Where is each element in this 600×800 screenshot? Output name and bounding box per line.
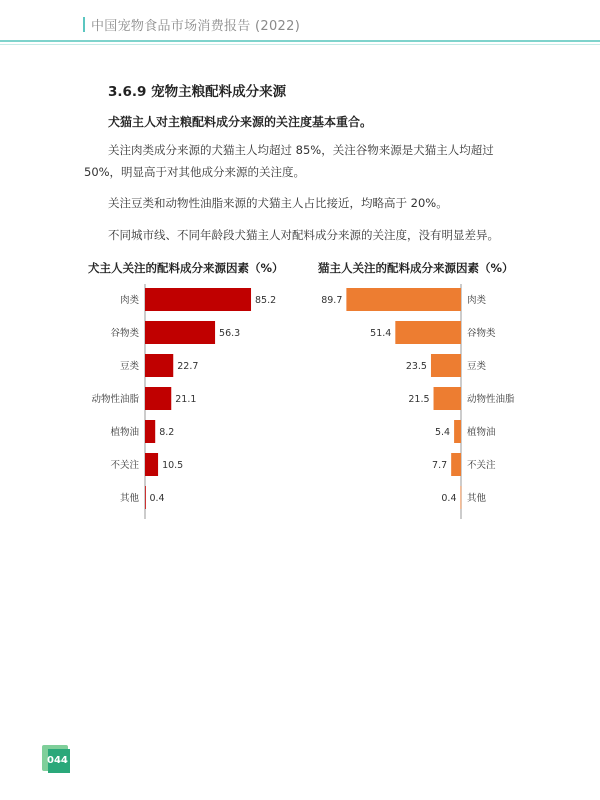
dog-category-label: 谷物类: [110, 328, 139, 339]
cat-value-label: 0.4: [441, 493, 457, 504]
cat-category-label: 动物性油脂: [467, 394, 515, 405]
dog-value-label: 85.2: [255, 295, 277, 306]
cat-value-label: 51.4: [370, 328, 392, 339]
header-divider-thin: [0, 44, 600, 45]
dog-value-label: 56.3: [219, 328, 241, 339]
paragraph-3: 不同城市线、不同年龄段犬猫主人对配料成分来源的关注度，没有明显差异。: [108, 228, 499, 242]
dog-bar: [145, 354, 173, 377]
page-header: [0, 0, 600, 46]
paragraph-2: 关注豆类和动物性油脂来源的犬猫主人占比接近，均略高于 20%。: [108, 196, 448, 210]
cat-value-label: 21.5: [408, 394, 430, 405]
dog-value-label: 0.4: [149, 493, 165, 504]
dog-category-label: 植物油: [110, 427, 139, 438]
cat-bar: [460, 486, 461, 509]
cat-bar: [451, 453, 461, 476]
section-title: 3.6.9 宠物主粮配料成分来源: [108, 84, 287, 100]
cat-category-label: 肉类: [467, 295, 487, 306]
cat-bar: [431, 354, 461, 377]
dog-bar: [145, 288, 251, 311]
paragraph-1: 关注肉类成分来源的犬猫主人均超过 85%，关注谷物来源是犬猫主人均超过 50%，明显高于对其他成分来源的关注度。: [84, 143, 494, 179]
dog-bar: [145, 420, 155, 443]
cat-category-label: 豆类: [467, 361, 487, 372]
cat-value-label: 23.5: [405, 361, 427, 372]
ingredient-source-charts: [0, 280, 600, 520]
cat-category-label: 不关注: [467, 460, 496, 471]
cat-value-label: 5.4: [434, 427, 451, 438]
header-accent-bar: [83, 17, 86, 32]
header-divider: [0, 40, 600, 42]
dog-value-label: 8.2: [159, 427, 175, 438]
page-number: 044: [47, 755, 68, 766]
cat-bar: [395, 321, 461, 344]
cat-bar: [346, 288, 461, 311]
dog-value-label: 22.7: [177, 361, 199, 372]
dog-bar: [145, 453, 158, 476]
dog-bar: [145, 387, 171, 410]
dog-chart-title: 犬主人关注的配料成分来源因素（%）: [88, 261, 284, 275]
cat-category-label: 谷物类: [467, 328, 496, 339]
cat-chart-title: 猫主人关注的配料成分来源因素（%）: [318, 261, 514, 275]
dog-category-label: 动物性油脂: [91, 394, 139, 405]
cat-category-label: 植物油: [467, 427, 496, 438]
report-title: 中国宠物食品市场消费报告 (2022): [91, 19, 301, 34]
section-lead: 犬猫主人对主粮配料成分来源的关注度基本重合。: [108, 115, 373, 129]
dog-bar: [145, 321, 215, 344]
cat-category-label: 其他: [467, 493, 487, 504]
dog-category-label: 不关注: [110, 460, 139, 471]
dog-value-label: 10.5: [162, 460, 184, 471]
dog-bar: [145, 486, 146, 509]
page-number-badge: [42, 745, 68, 771]
dog-category-label: 其他: [119, 493, 139, 504]
cat-bar: [434, 387, 461, 410]
cat-bar: [454, 420, 461, 443]
dog-category-label: 豆类: [119, 361, 139, 372]
cat-value-label: 7.7: [432, 460, 448, 471]
dog-value-label: 21.1: [175, 394, 197, 405]
dog-category-label: 肉类: [119, 295, 139, 306]
cat-value-label: 89.7: [321, 295, 343, 306]
